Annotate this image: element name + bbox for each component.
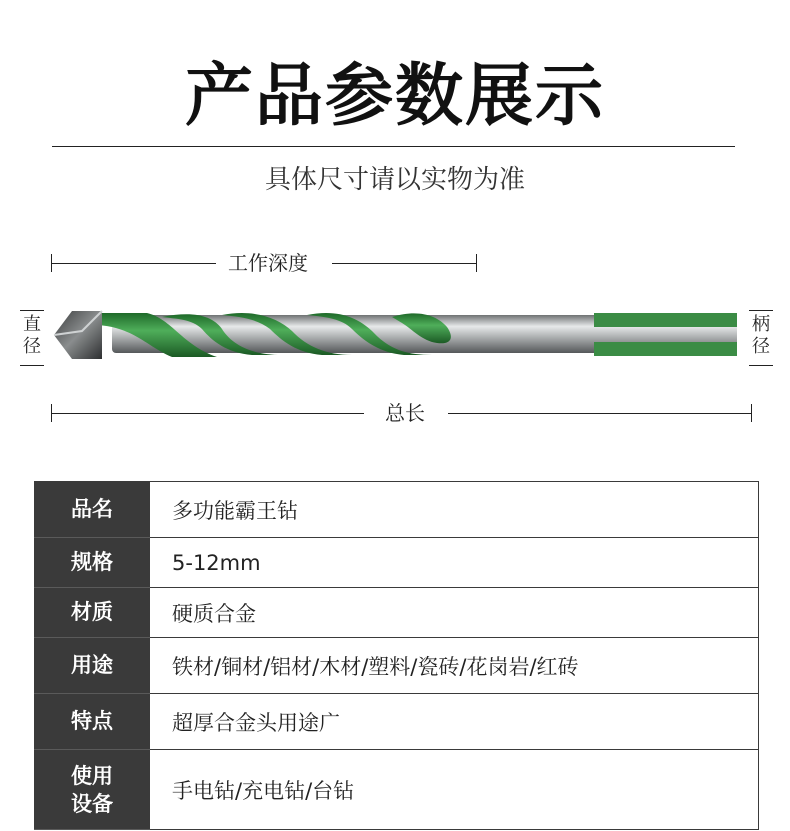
spec-row	[35, 588, 759, 638]
spec-value: 硬质合金	[150, 588, 759, 638]
working-depth-line-right	[332, 263, 477, 264]
spec-row	[35, 538, 759, 588]
working-depth-label: 工作深度	[228, 251, 308, 275]
spec-key: 材质	[35, 588, 150, 638]
spec-value: 5-12mm	[150, 538, 759, 588]
total-length-tick-right	[751, 404, 752, 422]
spec-row	[35, 482, 759, 538]
spec-table	[34, 481, 759, 830]
spec-value: 铁材/铜材/铝材/木材/塑料/瓷砖/花岗岩/红砖	[150, 638, 759, 694]
shank-diameter-tick-bottom	[749, 365, 773, 366]
spec-key: 特点	[35, 694, 150, 750]
drill-bit-illustration	[52, 305, 742, 365]
spec-key	[35, 750, 150, 830]
page-subtitle: 具体尺寸请以实物为准	[264, 165, 525, 195]
spec-value: 多功能霸王钻	[150, 482, 759, 538]
working-depth-line-left	[51, 263, 216, 264]
title-divider	[52, 146, 735, 147]
spec-key: 品名	[35, 482, 150, 538]
page-title: 产品参数展示	[184, 57, 605, 136]
spec-key: 用途	[35, 638, 150, 694]
shank-flat-bottom	[594, 342, 737, 356]
working-depth-tick-right	[476, 254, 477, 272]
shank-diameter-tick-top	[749, 310, 773, 311]
total-length-label: 总长	[385, 401, 425, 425]
diameter-tick-top	[20, 310, 44, 311]
diameter-tick-bottom	[20, 365, 44, 366]
total-length-line-right	[448, 413, 752, 414]
spec-key: 规格	[35, 538, 150, 588]
spec-row	[35, 638, 759, 694]
total-length-line-left	[51, 413, 364, 414]
spec-row	[35, 694, 759, 750]
spec-value: 超厚合金头用途广	[150, 694, 759, 750]
spec-value: 手电钻/充电钻/台钻	[150, 750, 759, 830]
diameter-label: 直径	[23, 314, 41, 357]
spec-row	[35, 750, 759, 830]
shank-diameter-label: 柄径	[752, 314, 770, 357]
spec-key-text: 使用设备	[71, 763, 113, 816]
shank-flat-top	[594, 313, 737, 327]
